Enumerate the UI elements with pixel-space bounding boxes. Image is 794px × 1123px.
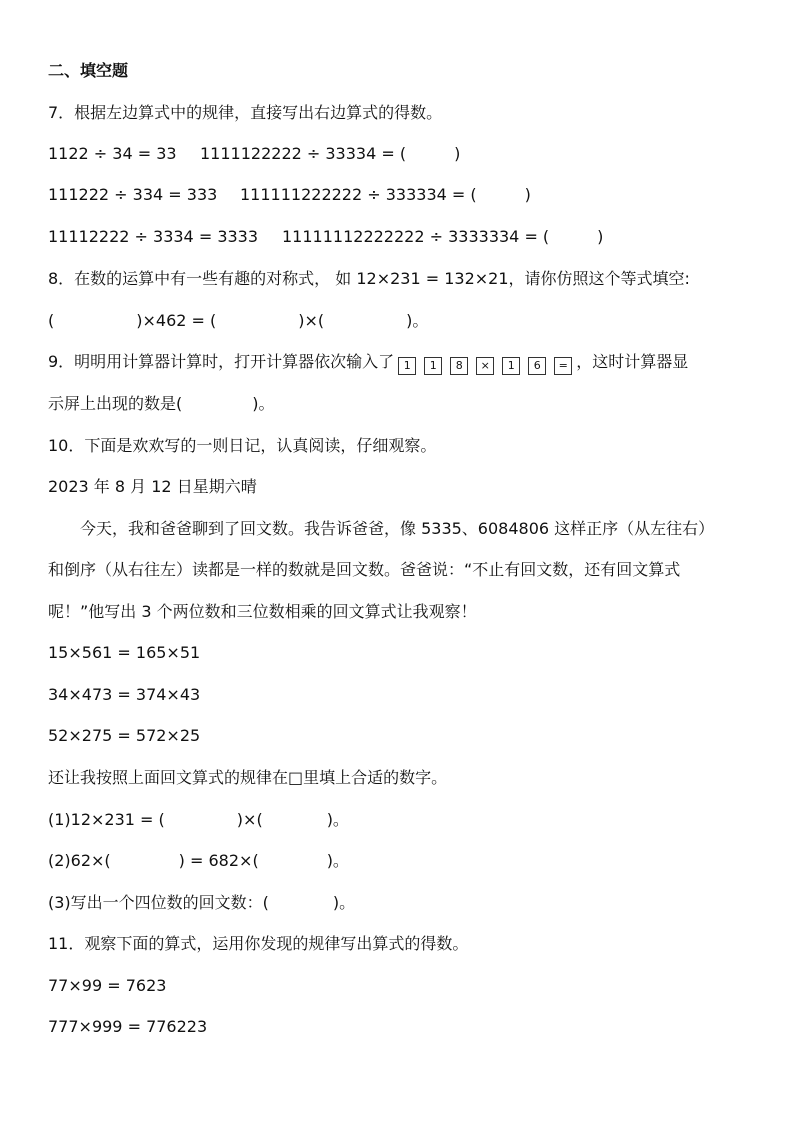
q10-sub3-end: )。	[332, 893, 356, 912]
calculator-key-6: 6	[528, 357, 546, 375]
diary-date: 2023 年 8 月 12 日星期六晴	[48, 477, 257, 496]
q9-stem-line-1	[48, 351, 754, 375]
q8-stem: 8．在数的运算中有一些有趣的对称式， 如 12×231 = 132×21，请你仿照这个等式填空:	[48, 269, 690, 288]
q10-instruction: 还让我按照上面回文算式的规律在□里填上合适的数字。	[48, 768, 448, 787]
calculator-key-multiply: ×	[476, 357, 494, 375]
q10-sub2-mid: ) = 682×(	[178, 851, 259, 870]
section-title: 二、填空题	[48, 61, 129, 80]
q9-stem-before: 9．明明用计算器计算时，打开计算器依次输入了	[48, 352, 395, 371]
calculator-key-1: 1	[502, 357, 520, 375]
q11-stem: 11．观察下面的算式，运用你发现的规律写出算式的得数。	[48, 934, 469, 953]
calculator-key-equals: =	[554, 357, 572, 375]
q7-row-1	[48, 143, 754, 165]
palindrome-example-2: 34×473 = 374×43	[48, 685, 201, 704]
q8-close-b: )×(	[298, 311, 325, 330]
q7-row-1-left: 1122 ÷ 34 = 33	[48, 144, 177, 163]
calculator-key-8: 8	[450, 357, 468, 375]
diary-paragraph-1: 今天，我和爸爸聊到了回文数。我告诉爸爸，像 5335、6084806 这样正序（从左往右）	[80, 519, 715, 538]
palindrome-example-3: 52×275 = 572×25	[48, 726, 201, 745]
q8-fill-line	[48, 310, 754, 332]
calculator-key-1: 1	[424, 357, 442, 375]
q10-sub3-before: (3)写出一个四位数的回文数：(	[48, 893, 269, 912]
q7-row-2	[48, 184, 754, 206]
q10-sub2-before: (2)62×(	[48, 851, 111, 870]
q7-row-1-right: 1111122222 ÷ 33334 = (	[200, 144, 407, 163]
q7-row-3-left: 11112222 ÷ 3334 = 3333	[48, 227, 259, 246]
q11-example-1: 77×99 = 7623	[48, 976, 167, 995]
q10-sub-1	[48, 809, 754, 831]
q10-sub1-before: (1)12×231 = (	[48, 810, 165, 829]
q9-line2-after: )。	[252, 394, 275, 413]
q10-sub1-mid: )×(	[236, 810, 263, 829]
q10-sub-2	[48, 850, 754, 872]
q7-row-2-close: )	[524, 185, 531, 204]
diary-paragraph-2: 和倒序（从右往左）读都是一样的数就是回文数。爸爸说：“不止有回文数，还有回文算式	[48, 560, 681, 579]
q7-row-1-close: )	[454, 144, 461, 163]
q7-row-2-left: 111222 ÷ 334 = 333	[48, 185, 218, 204]
q7-row-3-right: 11111112222222 ÷ 3333334 = (	[282, 227, 550, 246]
q10-sub2-end: )。	[326, 851, 349, 870]
q9-stem-after: ，这时计算器显	[576, 352, 689, 371]
q8-open: (	[48, 311, 55, 330]
q10-stem: 10．下面是欢欢写的一则日记，认真阅读，仔细观察。	[48, 436, 437, 455]
diary-paragraph-3: 呢！”他写出 3 个两位数和三位数相乘的回文算式让我观察！	[48, 602, 477, 621]
q8-close-c: )。	[406, 311, 429, 330]
q10-sub1-end: )。	[326, 810, 349, 829]
q9-stem-line-2	[48, 393, 754, 415]
q11-example-2: 777×999 = 776223	[48, 1017, 208, 1036]
q8-close-a: )×462 = (	[136, 311, 217, 330]
q7-stem: 7．根据左边算式中的规律，直接写出右边算式的得数。	[48, 103, 443, 122]
q10-sub-3	[48, 892, 754, 914]
palindrome-example-1: 15×561 = 165×51	[48, 643, 201, 662]
q9-line2-before: 示屏上出现的数是(	[48, 394, 183, 413]
calculator-key-1: 1	[398, 357, 416, 375]
q7-row-3-close: )	[597, 227, 604, 246]
q7-row-2-right: 111111222222 ÷ 333334 = (	[240, 185, 477, 204]
q7-row-3	[48, 226, 754, 248]
